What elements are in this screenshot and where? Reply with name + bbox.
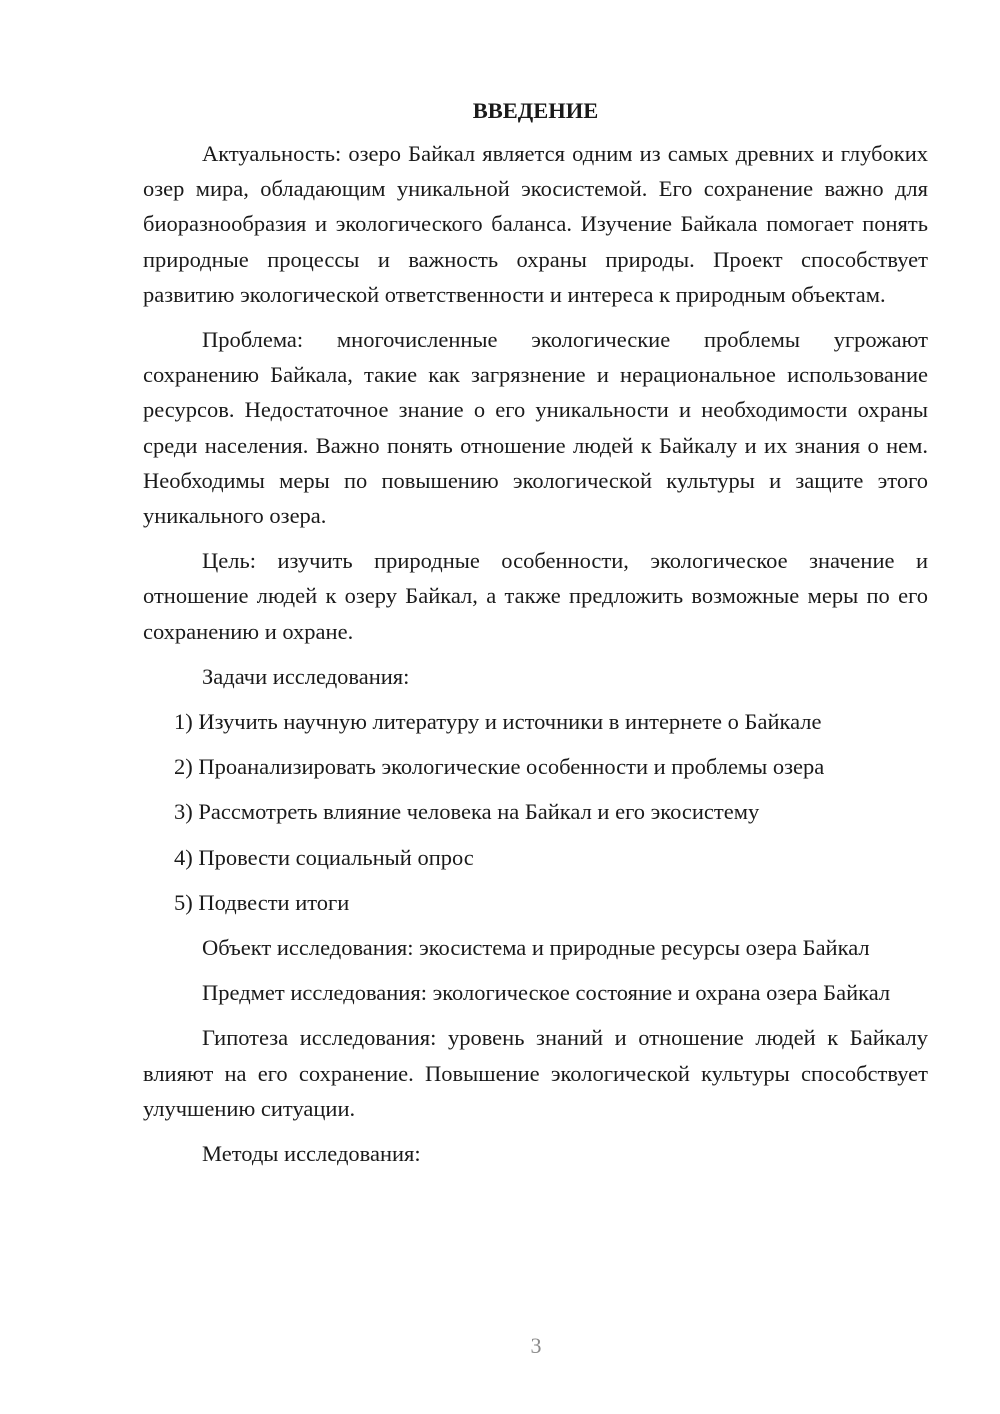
subject-paragraph: Предмет исследования: экологическое состояние и охрана озера Байкал — [202, 980, 891, 1006]
section-title: ВВЕДЕНИЕ — [472, 98, 599, 123]
task-item: 5) Подвести итоги — [174, 889, 350, 915]
tasks-heading: Задачи исследования: — [202, 663, 410, 689]
task-item: 1) Изучить научную литературу и источники в интернете о Байкале — [174, 709, 822, 735]
goal-paragraph: Цель: изучить природные особенности, экологическое значение и отношение людей к озеру Байкал, а также предложить возможные меры по его сохранению и охране. — [143, 548, 928, 644]
object-paragraph: Объект исследования: экосистема и природные ресурсы озера Байкал — [202, 935, 870, 961]
task-item: 2) Проанализировать экологические особенности и проблемы озера — [174, 754, 825, 780]
task-item: 4) Провести социальный опрос — [174, 844, 474, 870]
document-body — [143, 96, 928, 1181]
problem-paragraph: Проблема: многочисленные экологические проблемы угрожают сохранению Байкала, такие как загрязнение и нерациональное использование ресурсов. Недостаточное знание о его уникальности и необходимости охраны среди населения. Важно понять отношение людей к Байкалу и их знания о нем. Необходимы меры по повышению экологической культуры и защите этого уникального озера. — [143, 327, 928, 529]
task-item: 3) Рассмотреть влияние человека на Байкал и его экосистему — [174, 799, 760, 825]
page-number: 3 — [530, 1333, 542, 1358]
hypothesis-paragraph: Гипотеза исследования: уровень знаний и отношение людей к Байкалу влияют на его сохранение. Повышение экологической культуры способствует улучшению ситуации. — [143, 1025, 928, 1121]
tasks-list — [143, 704, 928, 920]
methods-heading: Методы исследования: — [202, 1141, 421, 1167]
relevance-paragraph: Актуальность: озеро Байкал является одним из самых древних и глубоких озер мира, обладающим уникальной экосистемой. Его сохранение важно для биоразнообразия и экологического баланса. Изучение Байкала помогает понять природные процессы и важность охраны природы. Проект способствует развитию экологической ответственности и интереса к природным объектам. — [143, 141, 928, 307]
